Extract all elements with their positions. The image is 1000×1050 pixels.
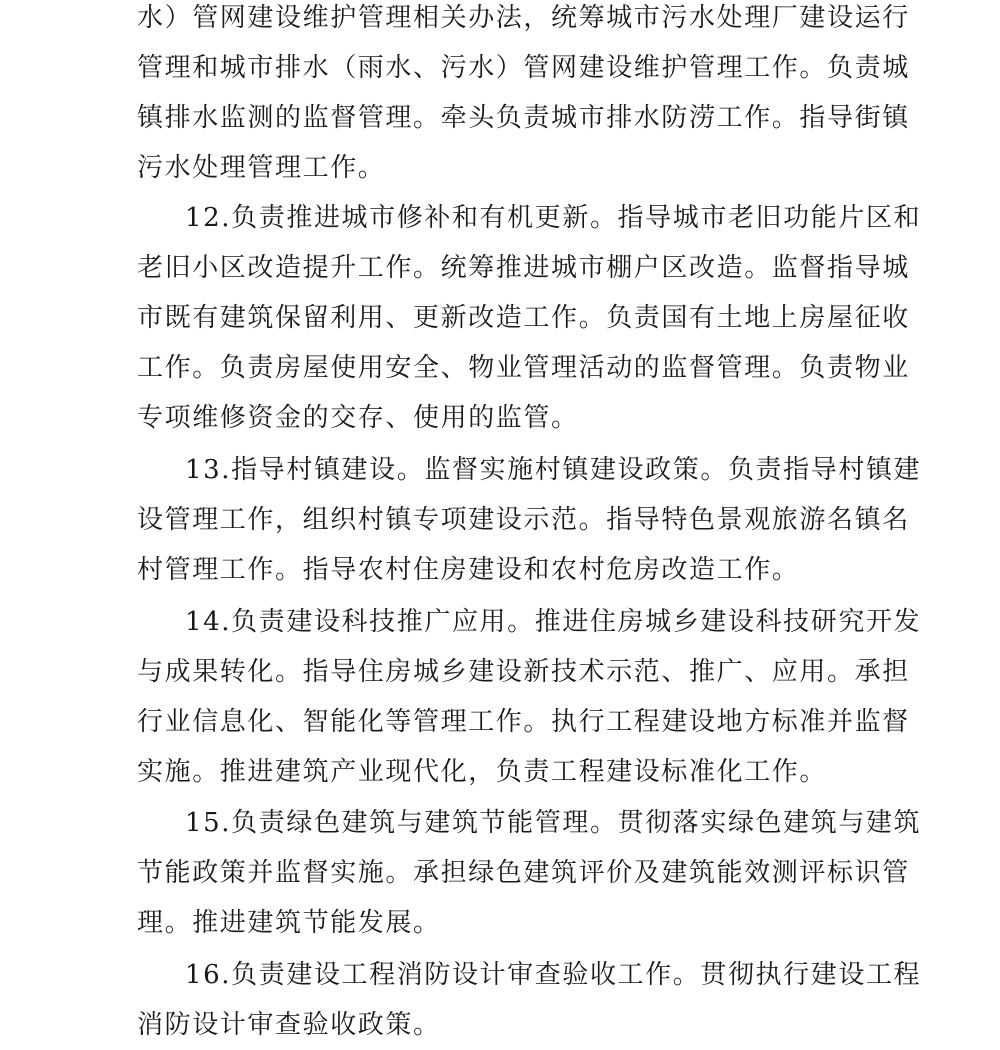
text-line: 村管理工作。指导农村住房建设和农村危房改造工作。	[137, 555, 800, 585]
text-line: 节能政策并监督实施。承担绿色建筑评价及建筑能效测评标识管	[137, 858, 910, 888]
text-line: 市既有建筑保留利用、更新改造工作。负责国有土地上房屋征收	[137, 303, 910, 333]
text-line: 水）管网建设维护管理相关办法，统筹城市污水处理厂建设运行	[137, 3, 910, 33]
text-line: 理。推进建筑节能发展。	[137, 908, 441, 938]
text-line: 与成果转化。指导住房城乡建设新技术示范、推广、应用。承担	[137, 657, 910, 687]
paragraph-15-first-line: 15.负责绿色建筑与建筑节能管理。贯彻落实绿色建筑与建筑	[185, 808, 922, 838]
text-line: 管理和城市排水（雨水、污水）管网建设维护管理工作。负责城	[137, 53, 910, 83]
text-line: 设管理工作，组织村镇专项建设示范。指导特色景观旅游名镇名	[137, 505, 910, 535]
paragraph-16-first-line: 16.负责建设工程消防设计审查验收工作。贯彻执行建设工程	[185, 960, 922, 990]
paragraph-14-first-line: 14.负责建设科技推广应用。推进住房城乡建设科技研究开发	[185, 607, 922, 637]
text-line: 实施。推进建筑产业现代化，负责工程建设标准化工作。	[137, 757, 828, 787]
text-line: 行业信息化、智能化等管理工作。执行工程建设地方标准并监督	[137, 707, 910, 737]
text-line: 镇排水监测的监督管理。牵头负责城市排水防涝工作。指导街镇	[137, 103, 910, 133]
text-line: 污水处理管理工作。	[137, 153, 386, 183]
text-line: 专项维修资金的交存、使用的监管。	[137, 403, 579, 433]
paragraph-12-first-line: 12.负责推进城市修补和有机更新。指导城市老旧功能片区和	[185, 203, 922, 233]
text-line: 消防设计审查验收政策。	[137, 1010, 441, 1040]
text-line: 工作。负责房屋使用安全、物业管理活动的监督管理。负责物业	[137, 353, 910, 383]
text-line: 老旧小区改造提升工作。统筹推进城市棚户区改造。监督指导城	[137, 253, 910, 283]
paragraph-13-first-line: 13.指导村镇建设。监督实施村镇建设政策。负责指导村镇建	[185, 455, 922, 485]
